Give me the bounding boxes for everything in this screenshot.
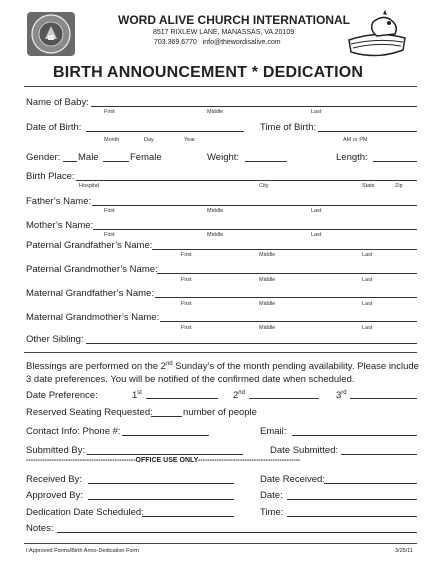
sublabel-middle: Middle xyxy=(259,277,276,283)
sublabel-last: Last xyxy=(362,252,373,258)
maternal-grandmother-label: Maternal Grandmother’s Name: xyxy=(26,312,160,323)
notes-label: Notes: xyxy=(26,523,54,534)
church-address: 8517 RIXLEW LANE, MANASSAS, VA 20109 xyxy=(153,29,295,36)
paternal-grandmother-field[interactable] xyxy=(157,273,417,274)
sublabel-year: Year xyxy=(184,137,196,143)
mothers-name-field[interactable] xyxy=(93,229,417,230)
blessings-line-2: 3 date preferences. You will be notified of the confirmed date when scheduled. xyxy=(26,374,355,385)
contact-email-field[interactable] xyxy=(292,435,417,436)
blessings-text-b: Sunday’s of the month pending availability. Please include xyxy=(172,361,419,373)
notes-field[interactable] xyxy=(57,532,417,533)
sublabel-last: Last xyxy=(362,325,373,331)
preference-1-sup: st xyxy=(137,390,142,396)
received-by-field[interactable] xyxy=(88,483,234,484)
sublabel-first: First xyxy=(181,301,192,307)
date-submitted-field[interactable] xyxy=(341,454,417,455)
church-seal xyxy=(26,11,76,57)
sublabel-hospital: Hospital xyxy=(79,183,99,189)
dedication-time-field[interactable] xyxy=(287,516,417,517)
name-of-baby-label: Name of Baby: xyxy=(26,97,89,108)
preference-3-field[interactable] xyxy=(350,398,417,399)
sublabel-last: Last xyxy=(362,301,373,307)
reserved-seating-label: Reserved Seating Requested: xyxy=(26,407,153,418)
church-name: WORD ALIVE CHURCH INTERNATIONAL xyxy=(118,13,350,27)
contact-email-label: Email: xyxy=(260,426,287,437)
sublabel-day: Day xyxy=(144,137,154,143)
approval-date-field[interactable] xyxy=(287,499,417,500)
sublabel-city: City xyxy=(259,183,269,189)
preference-2-label xyxy=(233,390,245,401)
preference-3-label xyxy=(336,390,347,401)
maternal-grandfather-field[interactable] xyxy=(155,297,417,298)
sublabel-zip: Zip xyxy=(395,183,403,189)
birth-place-field[interactable] xyxy=(76,180,417,181)
fathers-name-field[interactable] xyxy=(92,205,417,206)
footer-rule xyxy=(24,543,417,544)
sublabel-middle: Middle xyxy=(259,325,276,331)
name-of-baby-field[interactable] xyxy=(91,106,417,107)
approved-by-label: Approved By: xyxy=(26,490,84,501)
church-email: info@thewordisalive.com xyxy=(202,39,281,46)
gender-label: Gender: xyxy=(26,152,61,163)
received-by-label: Received By: xyxy=(26,474,82,485)
fathers-name-label: Father’s Name: xyxy=(26,196,92,207)
sublabel-middle: Middle xyxy=(207,232,224,238)
female-label: Female xyxy=(130,152,162,163)
maternal-grandmother-field[interactable] xyxy=(160,321,417,322)
reserved-seating-suffix: number of people xyxy=(183,407,257,418)
sublabel-middle: Middle xyxy=(259,301,276,307)
preference-1-field[interactable] xyxy=(146,398,218,399)
church-phone: 703.369.6770 xyxy=(154,39,197,46)
dedication-date-label: Dedication Date Scheduled: xyxy=(26,507,144,518)
mothers-name-label: Mother’s Name: xyxy=(26,220,94,231)
contact-phone-label: Contact Info: Phone #: xyxy=(26,426,121,437)
paternal-grandfather-field[interactable] xyxy=(152,249,417,250)
blessings-line-1 xyxy=(26,361,419,372)
other-sibling-field[interactable] xyxy=(86,343,417,344)
dedication-date-field[interactable] xyxy=(142,516,234,517)
footer-date: 3/25/11 xyxy=(395,548,413,554)
preference-2-number: 2 xyxy=(233,390,239,402)
sublabel-middle: Middle xyxy=(207,208,224,214)
male-checkbox-line[interactable] xyxy=(63,161,77,162)
time-of-birth-label: Time of Birth: xyxy=(260,122,317,133)
preference-1-number: 1 xyxy=(132,390,138,402)
sublabel-last: Last xyxy=(362,277,373,283)
sublabel-am-pm: AM or PM xyxy=(343,137,368,143)
form-title: BIRTH ANNOUNCEMENT * DEDICATION xyxy=(53,64,364,81)
preference-3-number: 3 xyxy=(336,390,342,402)
weight-label: Weight: xyxy=(207,152,240,163)
preference-2-field[interactable] xyxy=(249,398,319,399)
title-rule xyxy=(24,86,417,87)
sublabel-last: Last xyxy=(311,208,322,214)
sublabel-middle: Middle xyxy=(207,109,224,115)
office-use-banner: -----------------------------------------------OFFICE USE ONLY-------------------------------------------- xyxy=(26,457,301,464)
date-received-field[interactable] xyxy=(324,483,417,484)
reserved-seating-field[interactable] xyxy=(151,416,182,417)
sublabel-middle: Middle xyxy=(259,252,276,258)
blessings-text-a: Blessings are performed on the 2 xyxy=(26,361,166,373)
length-field[interactable] xyxy=(373,161,417,162)
sublabel-first: First xyxy=(104,208,115,214)
birth-place-label: Birth Place: xyxy=(26,171,75,182)
preference-1-label xyxy=(132,390,142,401)
sublabel-first: First xyxy=(104,109,115,115)
sublabel-last: Last xyxy=(311,232,322,238)
weight-field[interactable] xyxy=(245,161,287,162)
time-of-birth-field[interactable] xyxy=(318,131,417,132)
preference-3-sup: rd xyxy=(341,390,347,396)
paternal-grandmother-label: Paternal Grandmother’s Name: xyxy=(26,264,158,275)
female-checkbox-line[interactable] xyxy=(103,161,129,162)
preference-2-sup: nd xyxy=(238,390,245,396)
blessings-sup: nd xyxy=(165,361,173,367)
cake-illustration xyxy=(343,10,411,62)
dedication-time-label: Time: xyxy=(260,507,284,518)
date-of-birth-label: Date of Birth: xyxy=(26,122,82,133)
length-label: Length: xyxy=(336,152,368,163)
approved-by-field[interactable] xyxy=(88,499,234,500)
sublabel-state: State xyxy=(362,183,375,189)
contact-phone-field[interactable] xyxy=(122,435,209,436)
sublabel-month: Month xyxy=(104,137,120,143)
section-rule xyxy=(24,352,417,353)
date-received-label: Date Received: xyxy=(260,474,325,485)
church-contact xyxy=(154,39,281,46)
paternal-grandfather-label: Paternal Grandfather’s Name: xyxy=(26,240,153,251)
sublabel-first: First xyxy=(104,232,115,238)
date-of-birth-field[interactable] xyxy=(86,131,244,132)
sublabel-first: First xyxy=(181,252,192,258)
footer-path: I:Approved Forms/Birth Anno-Dedication Form xyxy=(26,548,139,554)
date-preference-label: Date Preference: xyxy=(26,390,98,401)
male-label: Male xyxy=(78,152,99,163)
submitted-by-label: Submitted By: xyxy=(26,445,86,456)
sublabel-first: First xyxy=(181,277,192,283)
approval-date-label: Date: xyxy=(260,490,283,501)
other-sibling-label: Other Sibling: xyxy=(26,334,84,345)
sublabel-first: First xyxy=(181,325,192,331)
date-submitted-label: Date Submitted: xyxy=(270,445,339,456)
submitted-by-field[interactable] xyxy=(87,454,243,455)
maternal-grandfather-label: Maternal Grandfather’s Name: xyxy=(26,288,154,299)
sublabel-last: Last xyxy=(311,109,322,115)
